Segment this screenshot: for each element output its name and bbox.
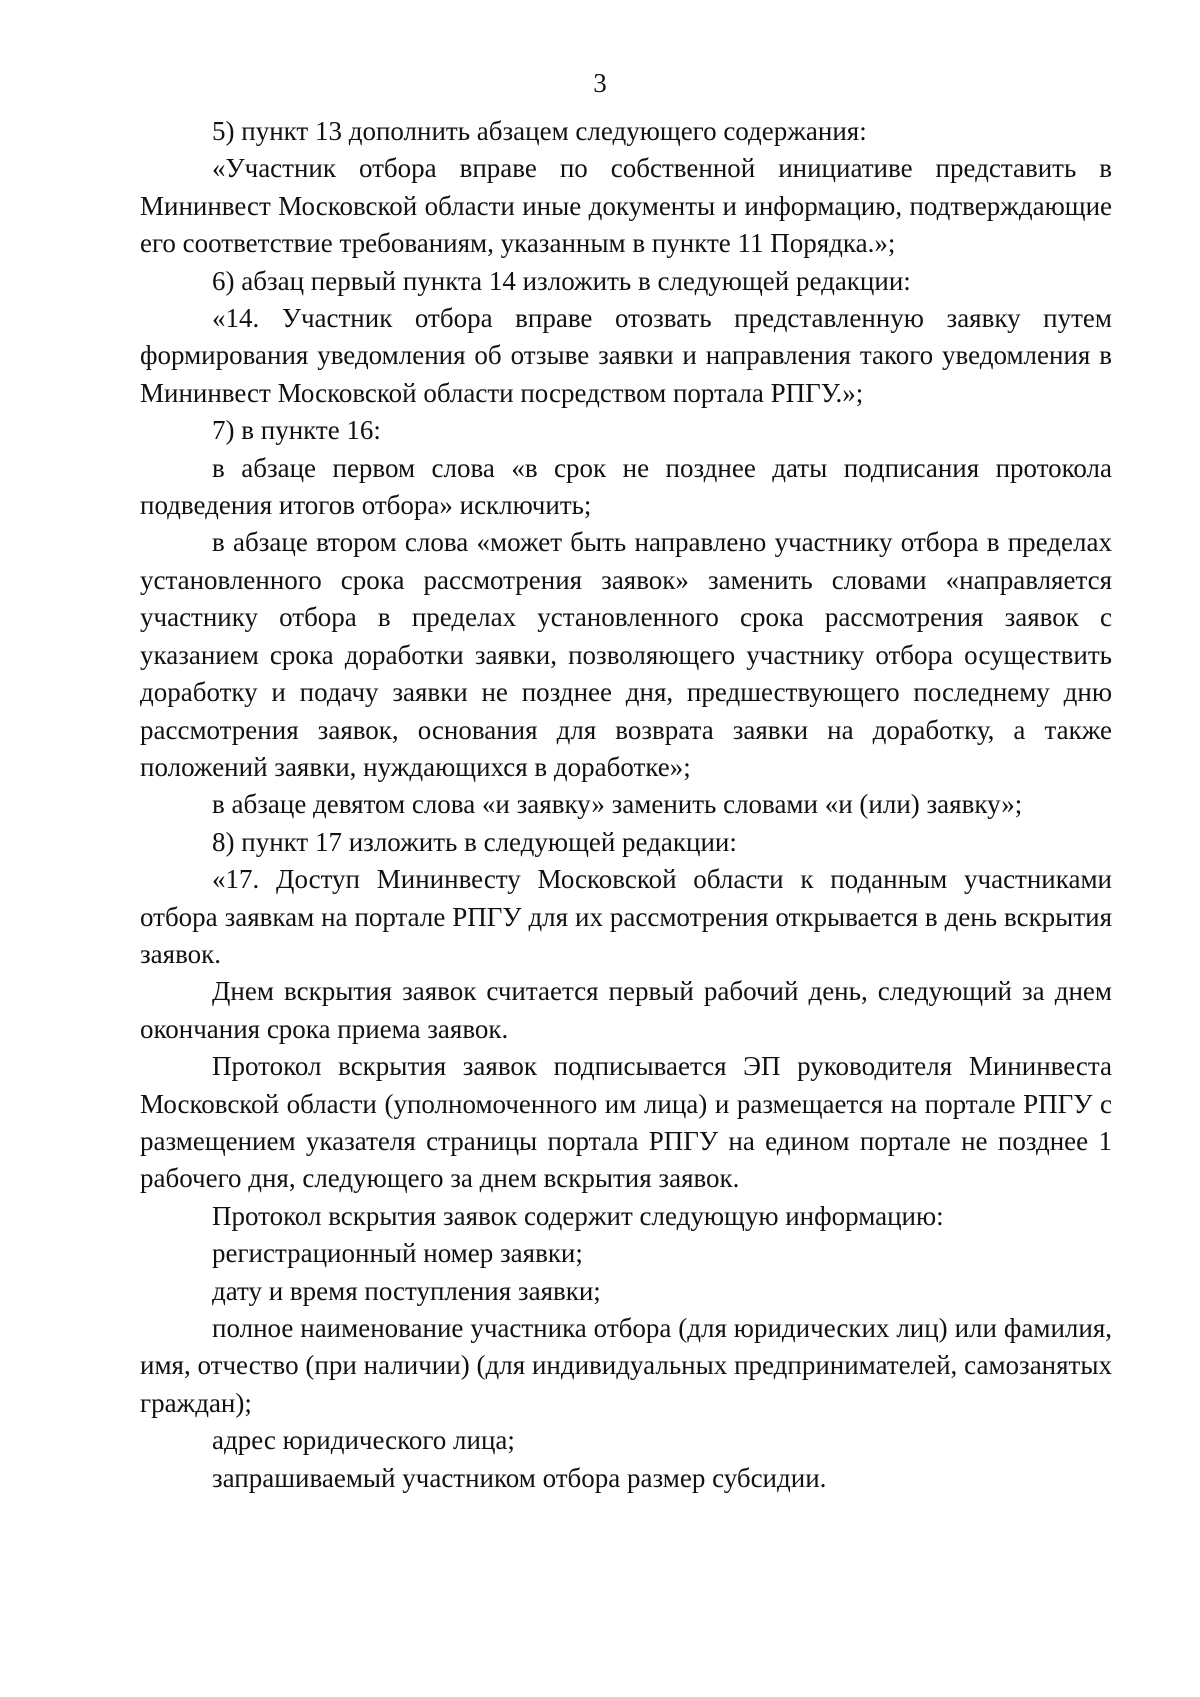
paragraph: в абзаце первом слова «в срок не позднее даты подписания протокола подведения итогов отбора» исключить; [140, 452, 1112, 521]
paragraph: 6) абзац первый пункта 14 изложить в следующей редакции: [212, 265, 911, 296]
paragraph: 8) пункт 17 изложить в следующей редакции: [212, 826, 737, 857]
paragraph: Протокол вскрытия заявок содержит следующую информацию: [212, 1200, 944, 1231]
paragraph: регистрационный номер заявки; [212, 1238, 583, 1269]
paragraph: Днем вскрытия заявок считается первый рабочий день, следующий за днем окончания срока приема заявок. [140, 976, 1112, 1044]
document-body [140, 113, 1112, 1497]
paragraph: в абзаце втором слова «может быть направлено участнику отбора в пределах установленного срока рассмотрения заявок» заменить словами «направляется участнику отбора в пределах установленного срока рассмотрения заявок с указанием срока доработки заявки, позволяющего участнику отбора осуществить доработку и подачу заявки не позднее дня, предшествующего последнему дню рассмотрения заявок, основания для возврата заявки на доработку, а также положений заявки, нуждающихся в доработке»; [140, 527, 1112, 782]
paragraph: «Участник отбора вправе по собственной инициативе представить в Мининвест Московской области иные документы и информацию, подтверждающие его соответствие требованиям, указанным в пункте 11 Порядка.»; [140, 153, 1112, 259]
paragraph: запрашиваемый участником отбора размер субсидии. [212, 1462, 827, 1493]
paragraph: полное наименование участника отбора (для юридических лиц) или фамилия, имя, отчество (при наличии) (для индивидуальных предпринимателей, самозанятых граждан); [140, 1313, 1112, 1418]
paragraph: в абзаце девятом слова «и заявку» заменить словами «и (или) заявку»; [212, 789, 1023, 820]
paragraph: 7) в пункте 16: [212, 415, 381, 446]
paragraph: «17. Доступ Мининвесту Московской области к поданным участниками отбора заявкам на портале РПГУ для их рассмотрения открывается в день вскрытия заявок. [140, 864, 1112, 969]
paragraph: адрес юридического лица; [212, 1425, 515, 1456]
paragraph: «14. Участник отбора вправе отозвать представленную заявку путем формирования уведомления об отзыве заявки и направления такого уведомления в Мининвест Московской области посредством портала РПГУ.»; [140, 303, 1112, 408]
paragraph: Протокол вскрытия заявок подписывается ЭП руководителя Мининвеста Московской области (уполномоченного им лица) и размещается на портале РПГУ с размещением указателя страницы портала РПГУ на едином портале не позднее 1 рабочего дня, следующего за днем вскрытия заявок. [140, 1051, 1112, 1194]
paragraph: 5) пункт 13 дополнить абзацем следующего содержания: [212, 116, 867, 146]
page-number: 3 [593, 68, 607, 98]
paragraph: дату и время поступления заявки; [212, 1275, 601, 1306]
